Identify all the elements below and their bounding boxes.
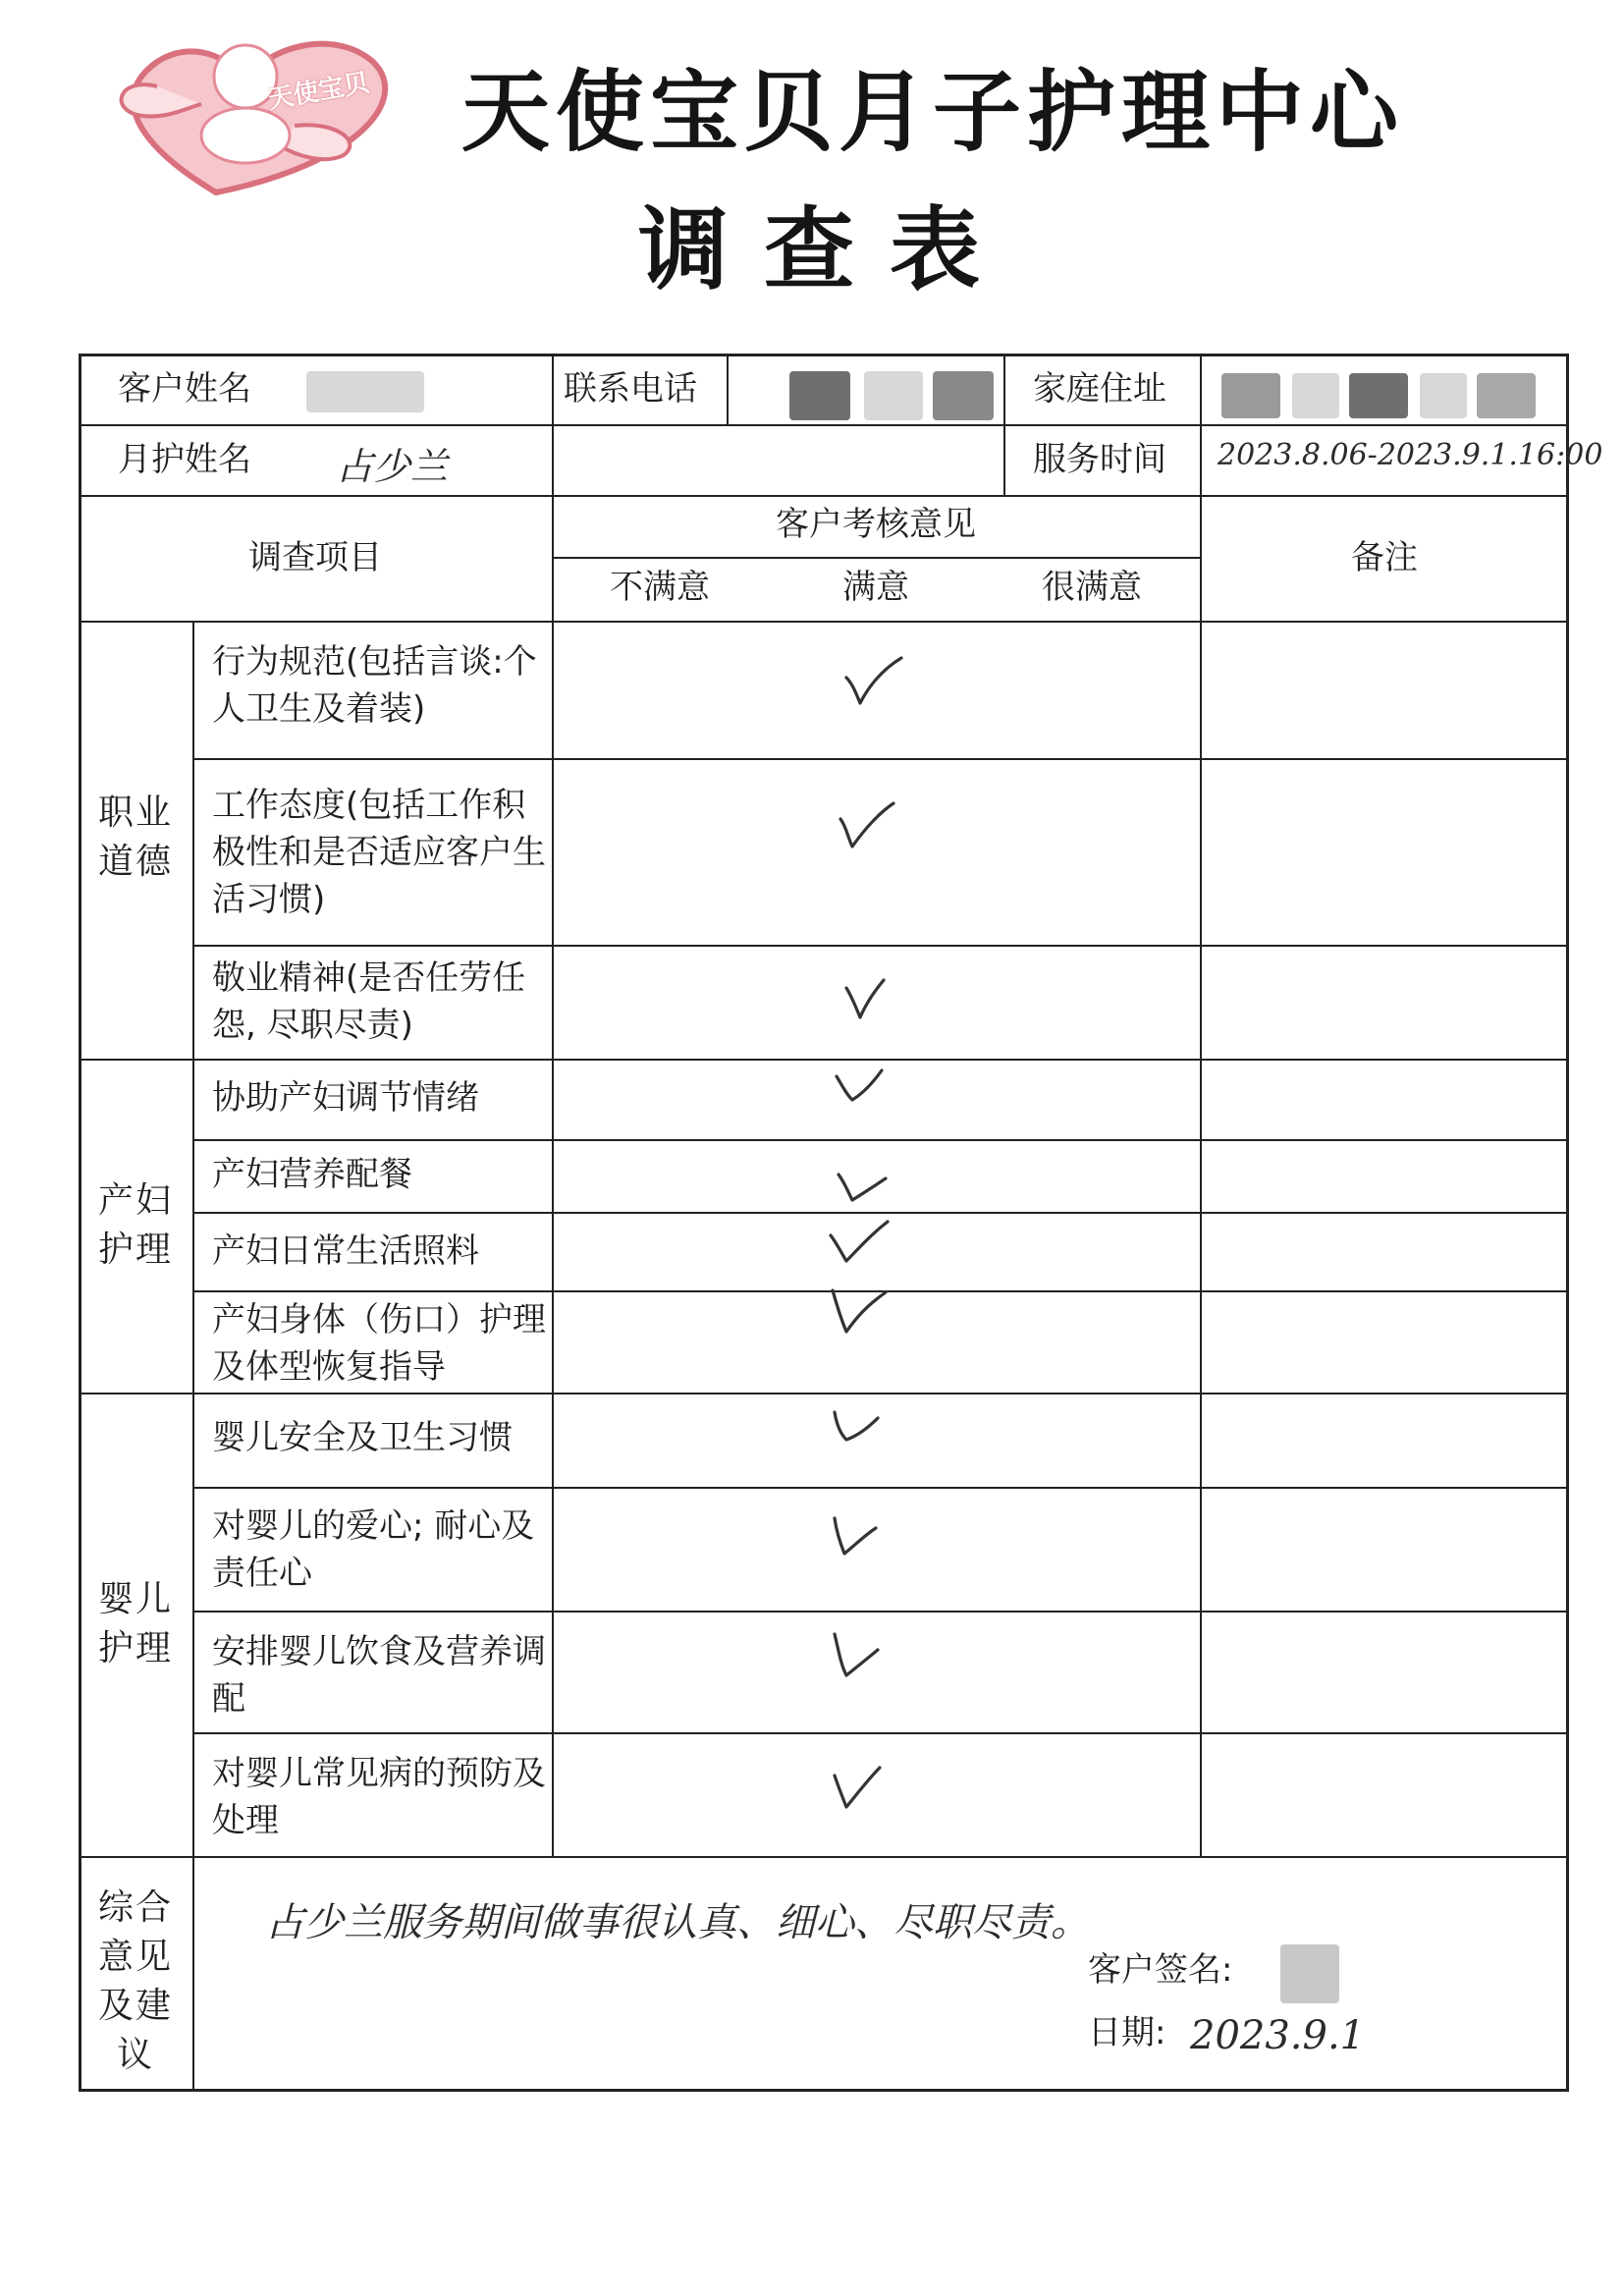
row-divider	[192, 1611, 1569, 1613]
header-unsatisfied: 不满意	[610, 568, 710, 607]
checkmark-icon	[829, 1762, 892, 1817]
date-label: 日期:	[1088, 2013, 1166, 2052]
logo	[98, 18, 412, 214]
redacted-address	[1349, 373, 1408, 418]
redacted-phone	[789, 371, 850, 420]
summary-label: 综合意见及建议	[97, 1887, 173, 2075]
item-text: 产妇身体（伤口）护理及体型恢复指导	[212, 1300, 546, 1387]
row-divider	[79, 621, 1569, 623]
redacted-address	[1477, 373, 1536, 418]
checkmark-icon	[829, 1630, 892, 1685]
header-opinion: 客户考核意见	[776, 505, 976, 544]
category-infant-care: 婴儿护理	[97, 1579, 173, 1668]
nurse-name-value: 占少兰	[336, 445, 449, 488]
item-text: 产妇营养配餐	[212, 1155, 412, 1194]
item-text: 行为规范(包括言谈:个人卫生及着装)	[212, 642, 537, 729]
summary-comment: 占少兰服务期间做事很认真、细心、尽职尽责。	[265, 1900, 1090, 1945]
checkmark-icon	[840, 970, 903, 1025]
row-divider	[192, 1732, 1569, 1734]
row-divider	[552, 557, 1200, 559]
checkmark-icon	[829, 1406, 892, 1461]
item-text: 产妇日常生活照料	[212, 1231, 479, 1271]
row-divider	[192, 1487, 1569, 1489]
col-divider	[1003, 354, 1005, 495]
date-value: 2023.9.1	[1190, 2013, 1366, 2058]
checkmark-icon	[827, 1286, 890, 1341]
header-satisfied: 满意	[842, 568, 909, 607]
survey-form	[79, 354, 1603, 2092]
redacted-customer-name	[306, 371, 424, 412]
col-divider	[552, 495, 554, 1856]
item-text: 协助产妇调节情绪	[212, 1078, 479, 1118]
col-divider	[192, 621, 194, 2092]
item-text: 工作态度(包括工作积极性和是否适应客户生活习惯)	[212, 786, 546, 919]
redacted-signature	[1280, 1944, 1339, 2003]
phone-label: 联系电话	[564, 369, 697, 409]
col-divider	[552, 354, 554, 495]
row-divider	[79, 495, 1569, 497]
item-text: 敬业精神(是否任劳任怨, 尽职尽责)	[212, 958, 526, 1045]
category-professional-ethics: 职业道德	[97, 793, 173, 882]
address-label: 家庭住址	[1033, 369, 1166, 409]
customer-name-label: 客户姓名	[118, 369, 251, 409]
page-subtitle: 调查表	[638, 197, 1016, 302]
header-remarks: 备注	[1351, 538, 1418, 577]
service-time-label: 服务时间	[1033, 440, 1166, 479]
nurse-name-label: 月护姓名	[118, 440, 251, 479]
header-very-satisfied: 很满意	[1042, 568, 1142, 607]
checkmark-icon	[829, 1512, 892, 1567]
checkmark-icon	[842, 654, 905, 709]
page-title: 天使宝贝月子护理中心	[461, 61, 1404, 164]
redacted-address	[1420, 373, 1467, 418]
redacted-phone	[933, 371, 994, 420]
row-divider	[79, 1393, 1569, 1394]
redacted-address	[1292, 373, 1339, 418]
service-time-value: 2023.8.06-2023.9.1.16:00	[1218, 438, 1603, 472]
col-divider	[727, 354, 729, 424]
row-divider	[79, 1856, 1569, 1858]
row-divider	[192, 945, 1569, 947]
logo-text: 天使宝贝	[265, 68, 372, 116]
redacted-address	[1221, 373, 1280, 418]
row-divider	[192, 758, 1569, 760]
col-divider	[1200, 495, 1202, 1856]
col-divider	[1200, 354, 1202, 495]
angel-heart-logo-icon	[98, 18, 412, 214]
item-text: 婴儿安全及卫生习惯	[212, 1418, 513, 1457]
checkmark-icon	[835, 1161, 897, 1216]
item-text: 对婴儿的爱心; 耐心及责任心	[212, 1506, 535, 1593]
row-divider	[79, 424, 1569, 426]
header-item: 调查项目	[248, 538, 382, 577]
item-text: 安排婴儿饮食及营养调配	[212, 1632, 546, 1719]
redacted-phone	[864, 371, 923, 420]
item-text: 对婴儿常见病的预防及处理	[212, 1754, 546, 1840]
checkmark-icon	[837, 797, 899, 852]
row-divider	[192, 1139, 1569, 1141]
category-maternal-care: 产妇护理	[97, 1180, 173, 1270]
checkmark-icon	[833, 1063, 895, 1118]
signature-label: 客户签名:	[1088, 1950, 1233, 1990]
checkmark-icon	[827, 1218, 890, 1273]
row-divider	[79, 1059, 1569, 1061]
